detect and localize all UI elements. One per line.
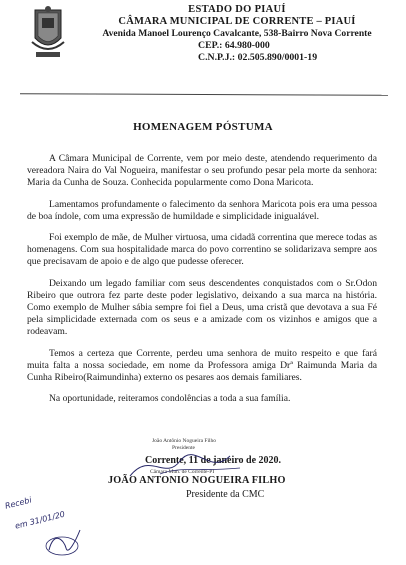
paragraph: Na oportunidade, reiteramos condolências a toda a sua família. xyxy=(49,393,291,405)
handwritten-initials-icon xyxy=(4,500,84,560)
document-title: HOMENAGEM PÓSTUMA xyxy=(133,121,273,133)
postal-code: CEP.: 64.980-000 xyxy=(198,40,270,51)
received-label: Recebi xyxy=(4,495,33,511)
date-line: Corrente, 11 de janeiro de 2020. xyxy=(145,455,282,466)
stamp-name: João Antônio Nogueira Filho xyxy=(152,438,217,444)
document-body xyxy=(27,153,377,414)
letterhead xyxy=(80,4,394,63)
paragraph: Deixando um legado familiar com seus descendentes conquistados com o Sr.Odon Ribeiro que outrora fez parte deste poder legislativo, deixando a sua marca na história. Como exemplo de Mulher sábia sempre foi fiel a Deus, uma cristã que devotava a sua Fé pela simplicidade externada com os seus e a amizade com os vizinhos e amigos que a rodeavam. xyxy=(27,277,377,338)
signer-name: JOÃO ANTONIO NOGUEIRA FILHO xyxy=(108,475,286,486)
paragraph: Lamentamos profundamente o falecimento da senhora Maricota pois era uma pessoa de boa índole, com uma expressão de humildade e simplicidade inigualável. xyxy=(27,198,377,222)
tax-id: C.N.P.J.: 02.505.890/0001-19 xyxy=(198,52,318,63)
chamber-name: CÂMARA MUNICIPAL DE CORRENTE – PIAUÍ xyxy=(118,16,356,27)
header-divider xyxy=(20,93,388,96)
state-name: ESTADO DO PIAUÍ xyxy=(188,4,286,15)
coat-of-arms-icon xyxy=(30,4,66,60)
stamp-role: Presidente xyxy=(172,445,195,451)
paragraph: Foi exemplo de mãe, de Mulher virtuosa, uma cidadã correntina que merece todas as homenagens. Com sua hospitalidade marca do povo correntino se solidarizava sempre aos que precisavam de apoio e de algo que pudesse oferecer. xyxy=(27,232,377,268)
signer-role: Presidente da CMC xyxy=(186,489,265,500)
received-date: em 31/01/20 xyxy=(14,509,66,531)
address: Avenida Manoel Lourenço Cavalcante, 538-Bairro Nova Corrente xyxy=(102,28,372,39)
paragraph: A Câmara Municipal de Corrente, vem por meio deste, atendendo requerimento da vereadora Naira do Val Nogueira, manifestar o seu profundo pesar pela morte da senhora: Maria da Cunha de Souza. Conhecida popularmente como Dona Maricota. xyxy=(27,153,377,189)
paragraph: Temos a certeza que Corrente, perdeu uma senhora de muito respeito e que fará muita falta a nossa sociedade, em nome da Professora amiga Drª Raimunda Maria da Cunha Ribeiro(Raimundinha) externo os pesares aos demais familiares. xyxy=(27,347,377,384)
stamp-org: Câmara Mun. de Corrente-PI xyxy=(150,469,215,475)
